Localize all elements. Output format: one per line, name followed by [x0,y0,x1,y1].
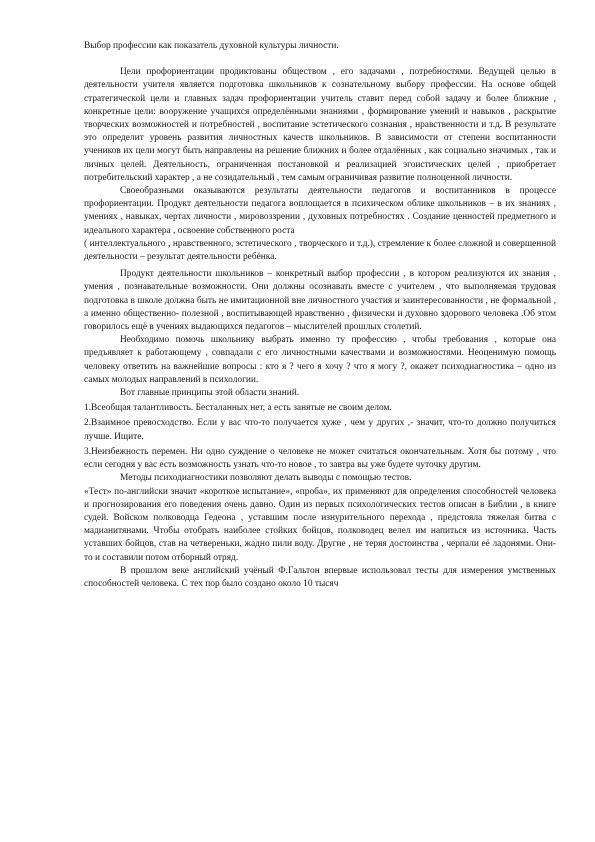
paragraph-career-guidance-goals: Цели профориентации продиктованы обществом , его задачами , потребностями. Ведущей целью в деятельности учителя является подготовка школьников к сознательному выбору профессии. На основе общей стратегической цели и главных задач профориентации учитель ставит перед собой задачу и более ближние , конкретные цели: вооружение учащихся определёнными знаниями , формирование умений и навыков , раскрытие творческих возможностей и потребностей , воспитание эстетического сознания , нравственности и т.д. В результате это определит уровень развития личностных качеств школьников. В зависимости от степени воспитанности учеников их цели могут быть направлены на решение ближних и более отдалённых , как социально значимых , так и личных целей. Деятельность, ограниченная постановкой и реализацией эгоистических целей , приобретает потребительский характер , а не созидательный , тем самым ограничивая развитие полноценной личности. [84,67,556,183]
paragraph-test-methods: Методы психодиагностики позволяют делать выводы с помощью тестов. [120,473,412,484]
paragraph-activity-results-continued: ( интеллектуального , нравственного, эстетического , творческого и т.д.), стремление к более сложной и совершенной деятельности – результат деятельности ребёнка. [84,238,556,263]
paragraph-student-product: Продукт деятельности школьников – конкретный выбор профессии , в котором реализуются их знания , умения , познавательные возможности. Они должны осознавать вместе с учителем , что выполняемая трудовая подготовка в школе должна быть не имитационной вне личностного участия и заинтересованности , не формальной , а именно общественно- полезной , воспитывающей нравственно , физически и духовно здорового человека .Об этом говорилось ещё в учениях выдающихся педагогов – мыслителей прошлых столетий. [84,269,556,333]
principle-item: 1.Всеобщая талантливость. Бесталанных нет, а есть занятые не своим делом. [84,403,392,414]
document-title: Выбор профессии как показатель духовной культуры личности. [84,41,339,51]
paragraph-psychodiagnostics: Необходимо помочь школьнику выбрать именно ту профессию , чтобы требования , которые она предъявляет к работающему , совпадали с его личностными качествами и возможностями. Неоценимую помощь человеку ответить на важнейшие вопросы : кто я ? чего я хочу ? что я могу ?, окажет психодиагностика – одно из самых молодых направлений в психологии. [84,335,556,385]
document-page [84,40,556,591]
principle-item: 3.Неизбежность перемен. Ни одно суждение о человеке не может считаться окончательным. Хотя бы потому , что если сегодня у вас есть возможность узнать что-то новое , то завтра вы уже будете чуточку другим. [84,446,556,471]
paragraph-test-history: «Тест» по-английски значит «короткое испытание», «проба», их применяют для определения способностей человека и прогнозирования его поведения очень давно. Один из первых психологических тестов описан в Библии , в книге судей. Войском полководца Гедеона , уставшим после изнурительного перехода , предстояла тяжелая битва с мадианитянами. Чтобы отобрать наиболее стойких бойцов, полководец велел им напиться из источника. Часть уставших бойцов, став на четвереньки, жадно пили воду. Другие , не теряя достоинства , черпали её ладонями. Они-то и составили потом отборный отряд. [84,486,556,563]
paragraph-activity-results: Своеобразными оказываются результаты деятельности педагогов и воспитанников в процессе профориентации. Продукт деятельности педагога воплощается в психическом облике школьников – в их знаниях , умениях , навыках, чертах личности , мировоззрении , духовных потребностях . Создание ценностей предметного и идеального характера , освоение собственного роста [84,186,556,236]
principle-item: 2.Взаимное превосходство. Если у вас что-то получается хуже , чем у других ,- значит, что-то должно получиться лучше. Ищите. [84,418,556,442]
paragraph-principles-intro: Вот главные принципы этой области знаний. [120,388,300,399]
paragraph-galton: В прошлом веке английский учёный Ф.Гальтон впервые использовал тесты для измерения умственных способностей человека. С тех пор было создано около 10 тысяч [84,565,556,589]
